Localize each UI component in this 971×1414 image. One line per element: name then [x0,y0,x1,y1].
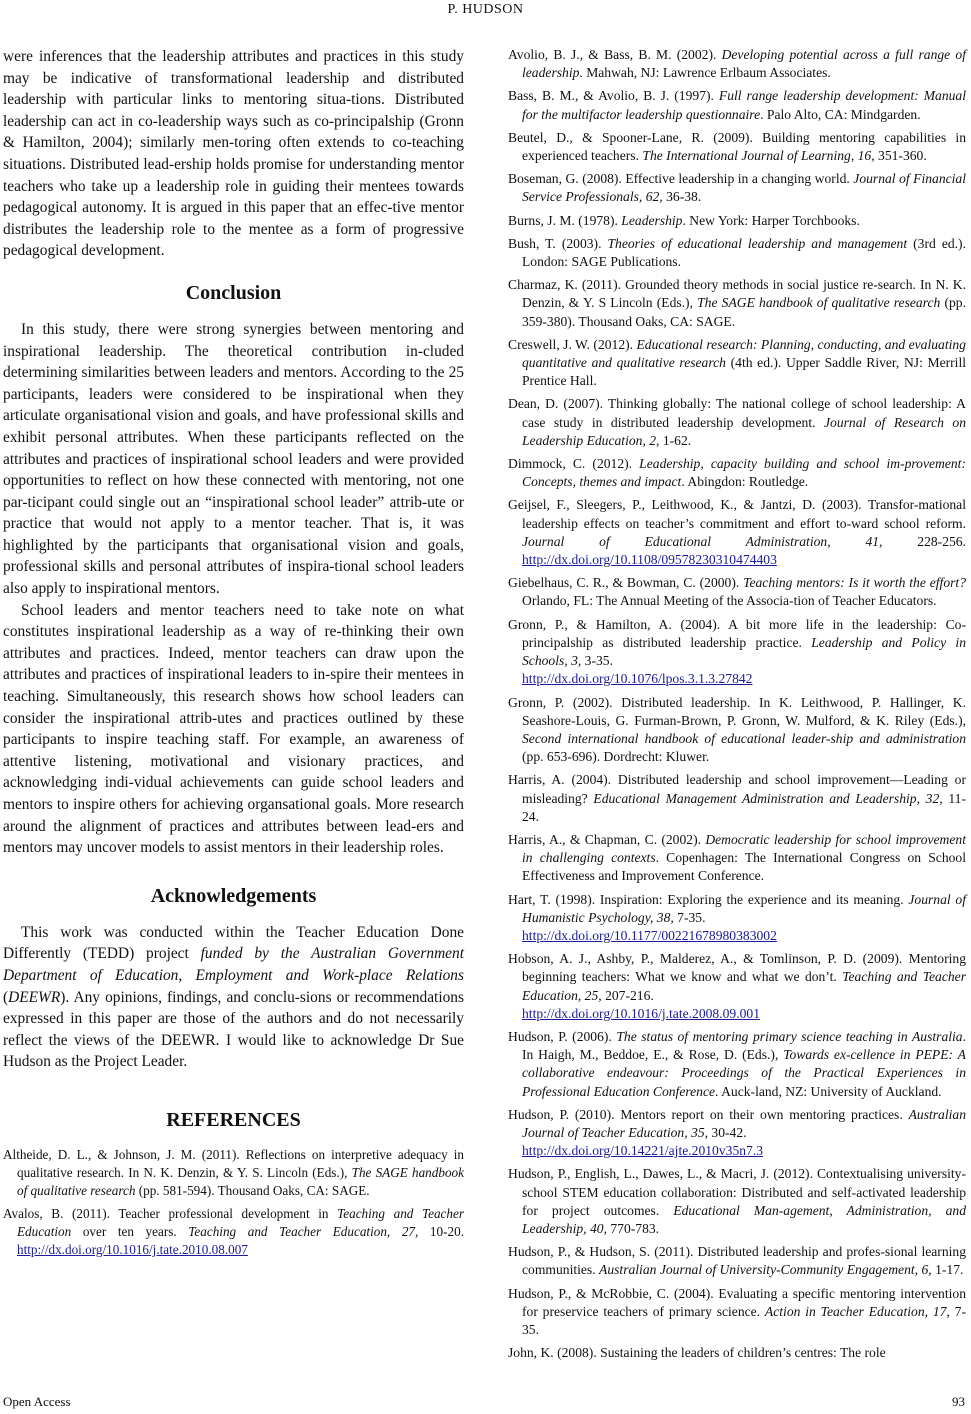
ref-text: Burns, J. M. (1978). [508,212,622,228]
doi-link[interactable]: http://dx.doi.org/10.1016/j.tate.2008.09.001 [522,1005,761,1021]
left-column [3,46,464,1264]
reference-item [508,170,966,206]
reference-item [508,395,966,450]
reference-item [508,87,966,123]
reference-item [508,574,966,610]
ack-text: , [178,966,196,984]
ref-title: Full range leadership development: Manual for the multifactor leadership questionnaire [522,88,966,122]
ref-text: 10-20. [418,1223,464,1239]
footer-open-access: Open Access [3,1394,71,1409]
ack-funder-cont: Employment and Work-place Relations [195,966,464,984]
ref-text: 770-783. [606,1220,660,1236]
ack-text: This work was conducted within the Teacher Education Done Differently (TEDD) project [3,923,464,963]
reference-item [508,831,966,886]
ref-text: Hudson, P., & Hudson, S. (2011). Distributed leadership and profes-sional learning communities. [508,1244,966,1278]
reference-item [508,1285,966,1340]
ref-text: Dean, D. (2007). Thinking globally: The national college of school leadership: A case study in distributed leadership development. [508,396,966,430]
ref-text: (pp. 653-696). Dordrecht: Kluwer. [522,749,710,765]
ref-text: Hudson, P. (2010). Mentors report on their own mentoring practices. [508,1106,909,1122]
reference-item [3,1205,464,1259]
ref-title: Leadership, capacity building and school im-provement: Concepts, themes and impact [522,456,966,490]
ref-text: . Auck-land, NZ: University of Auckland. [715,1083,942,1099]
ref-text: Hudson, P. (2006). [508,1028,617,1044]
ref-title: Leadership [621,212,683,228]
reference-item [508,1165,966,1238]
reference-item [508,1028,966,1101]
ref-text: Hudson, P., English, L., Dawes, L., & Macri, J. (2012). Contextualising university-school STEM education collaboration: Distributed and self-activated leadership for project outcomes. [508,1166,966,1218]
ref-text: (pp. 359-380). Thousand Oaks, CA: SAGE. [522,295,966,329]
ref-text: . Abingdon: Routledge. [681,474,809,490]
ref-journal: Journal of Research on Leadership Education, 2, [522,414,966,448]
ref-text: . Copenhagen: The International Congress on School Effectiveness and Improvement Conference. [522,850,967,884]
ref-text: Dimmock, C. (2012). [508,456,640,472]
ref-journal: Educational Man-agement, Administration, and Leadership, 40, [522,1202,966,1236]
ref-text: 7-35. [522,1303,966,1337]
ack-text: ). Any opinions, findings, and conclu-sions or recommendations expressed in this paper are those of the authors and do not necessarily reflect the views of the DEEWR. I would like to acknowledge Dr Sue Hudson as the Project Leader. [3,988,464,1071]
ref-text: 11-24. [522,790,967,824]
ref-text: (3rd ed.). London: SAGE Publications. [522,235,966,270]
reference-item [508,129,966,165]
reference-item [508,1243,966,1279]
page-number: 93 [952,1394,965,1409]
reference-item [508,46,966,82]
ref-text: 207-216. [601,987,654,1003]
ref-journal: The International Journal of Learning, 16, [642,148,875,164]
ref-text: Avolio, B. J., & Bass, B. M. (2002). [508,47,722,62]
ref-text: Bass, B. M., & Avolio, B. J. (1997). [508,88,719,104]
ref-text: 3-35. [581,653,613,669]
ref-text: 30-42. [708,1124,747,1140]
reference-item [508,276,966,331]
ref-text: John, K. (2008). Sustaining the leaders of children’s centres: The role [508,1345,886,1361]
ref-journal: Action in Teacher Education, 17, [764,1303,950,1319]
right-column [508,46,966,1367]
ref-proceedings: Towards ex-cellence in PEPE: A collaborative endeavour: Proceedings of the Practical Experiences in Professional Education Conference [522,1047,966,1099]
reference-item [508,950,966,1023]
ref-text: Boseman, G. (2008). Effective leadership in a changing world. [508,171,854,187]
reference-item [508,496,966,569]
conclusion-paragraph-1: In this study, there were strong synergies between mentoring and inspirational leadership. The theoretical contribution in-cluded determining similarities between leaders and mentors. According to the 25 participants, leaders were considered to be inspirational when they articulate organisational vision and goals, and have professional skills and exhibit personal attributes. When these participants reflected on the attributes and practices of inspirational school leaders and were provided opportunities to reflect on how these connected with mentoring, not one par-ticipant could single out an “inspirational school leader” attrib-ute or practice that would not apply to a mentor teacher. That is, it was highlighted by the participants that organisational vision and goals, professional skills and personal attributes of inspira-tional school leaders also apply to inspirational mentors. [3,320,464,598]
ref-title: Second international handbook of educational leader-ship and administration [522,730,966,746]
ref-text: Gronn, P., & Hamilton, A. (2004). A bit more life in the leadership: Co-principalship as distributed leadership practice. [508,616,966,650]
ref-text: over ten years. [71,1223,189,1239]
ref-title: The SAGE handbook of qualitative research [17,1164,464,1198]
ack-abbrev: DEEWR [8,988,61,1006]
references-heading: REFERENCES [166,1108,301,1131]
reference-item [508,1344,966,1362]
acknowledgements-paragraph [3,922,464,1073]
ref-text: 36-38. [662,189,702,205]
ack-funder: funded by the Australian Government Department of Education [3,945,464,984]
ref-title: Developing potential across a full range of leadership [522,47,966,81]
ref-text: Beutel, D., & Spooner-Lane, R. (2009). Building mentoring capabilities in experienced teachers. [508,129,966,164]
reference-item [508,694,966,767]
ref-text: Avalos, B. (2011). Teacher professional development in [3,1205,338,1221]
conclusion-paragraph-2: School leaders and mentor teachers need to take note on what constitutes inspirational leadership as a way of re-thinking their own attributes and practices. Indeed, mentor teachers can draw upon the attributes and practices of inspirational leaders to in-spire their mentees in teaching. Simultaneously, this research shows how school leaders can consider the inspirational attrib-utes and practices outlined by these participants to inspire teaching staff. For example, an awareness of attentive listening, motivational and visionary practices, and acknowledging indi-vidual achievements can guide school leaders and mentors to inspire others for achieving organsational goals. More research around the alignment of practices and attributes between lead-ers and mentors may uncover models to assist mentors in their leadership roles. [3,601,464,857]
ref-title: The status of mentoring primary science teaching in Australia [616,1028,963,1044]
ref-text: . Palo Alto, CA: Mindgarden. [760,106,921,122]
ref-journal: Journal of Financial Service Professionals, 62, [522,171,967,205]
ref-text: Altheide, D. L., & Johnson, J. M. (2011). Reflections on interpretive adequacy in qualitative research. In N. K. Denzin, & Y. S. Lincoln (Eds.), [3,1146,464,1180]
ref-text: Gronn, P. (2002). Distributed leadership. In K. Leithwood, P. Hallinger, K. Seashore-Louis, G. Furman-Brown, P. Gronn, W. Mulford, & K. Riley (Eds.), [508,694,966,728]
ref-text: 1-62. [659,432,692,448]
ref-text: Hudson, P., & McRobbie, C. (2004). Evaluating a specific mentoring intervention for preservice teachers of primary science. [508,1285,966,1319]
ref-journal: Australian Journal of University-Community Engagement, 6, [599,1262,932,1278]
reference-item [508,771,966,826]
running-head: P. HUDSON [447,2,524,17]
ref-text: Giebelhaus, C. R., & Bowman, C. (2000). [508,575,744,591]
ref-journal: Teaching and Teacher Education, 25, [522,969,966,1003]
acknowledgements-heading: Acknowledgements [150,884,317,907]
ref-text: Harris, A., & Chapman, C. (2002). [508,831,706,847]
ref-title: Teaching and Teacher Education [17,1205,464,1239]
ref-journal: Educational Management Administration and Leadership, 32, [593,790,943,806]
reference-item [508,1106,966,1161]
ref-text: Hobson, A. J., Ashby, P., Malderez, A., & Tomlinson, P. D. (2009). Mentoring beginning teachers: What we know and what we don’t. [508,951,966,985]
ref-text: 1-17. [931,1262,964,1278]
ref-text: Charmaz, K. (2011). Grounded theory methods in social justice re-search. In N. K. Denzin, & Y. S Lincoln (Eds.), [508,277,966,311]
reference-item [508,336,966,391]
doi-link[interactable]: http://dx.doi.org/10.1016/j.tate.2010.08.007 [17,1241,248,1257]
ref-journal: Leadership and Policy in Schools, 3, [522,634,966,669]
ref-journal: Teaching and Teacher Education, 27, [188,1223,419,1239]
ref-text: . Mahwah, NJ: Lawrence Erlbaum Associates. [579,65,831,81]
ref-text: 7-35. [673,909,706,925]
ref-text: . In Haigh, M., Beddoe, E., & Rose, D. (Eds.), [522,1028,966,1063]
reference-item [3,1146,464,1200]
ack-text: ( [3,988,9,1006]
ref-journal: Australian Journal of Teacher Education, 35, [522,1106,966,1140]
ref-text: 228-256. [882,533,966,549]
ref-text: Hart, T. (1998). Inspiration: Exploring the experience and its meaning. [508,891,909,907]
reference-item [508,616,966,689]
ref-text: Bush, T. (2003). [508,235,608,251]
ref-title: Educational research: Planning, conducting, and evaluating quantitative and qualitative research [522,336,966,371]
ref-journal: Journal of Humanistic Psychology, 38, [522,891,967,925]
ref-text: . New York: Harper Torchbooks. [682,212,860,228]
ref-journal: Journal of Educational Administration, 41, [522,533,883,549]
doi-link[interactable]: http://dx.doi.org/10.1177/00221678980383002 [522,927,777,943]
ref-title: Teaching mentors: Is it worth the effort? [743,575,966,591]
reference-item [508,212,966,230]
intro-paragraph: were inferences that the leadership attributes and practices in this study may be indicative of transformational leadership and distributed leadership with particular links to mentoring situa-tions. Distributed leadership can act in co-leadership ways such as co-principalship (Gronn & Hamilton, 2004); similarly men-toring often extends to co-teaching situations. Distributed lead-ership holds promise for understanding mentor teachers who take up a leadership role in guiding their mentees towards pedagogical autonomy. It is argued in this paper that an effec-tive mentor distributes the leadership role to the mentee as a form of progressive pedagogical development. [3,48,464,260]
ref-text: Geijsel, F., Sleegers, P., Leithwood, K., & Jantzi, D. (2003). Transfor-mational leadership effects on teacher’s commitment and effort to-ward school reform. [508,497,966,531]
ref-text: Orlando, FL: The Annual Meeting of the Associa-tion of Teacher Educators. [522,593,937,609]
ref-title: Democratic leadership for school improvement in challenging contexts [522,831,966,866]
reference-item [508,455,966,491]
ref-text: (pp. 581-594). Thousand Oaks, CA: SAGE. [135,1182,370,1198]
conclusion-heading: Conclusion [185,281,282,304]
ref-text: 351-360. [874,148,927,164]
ref-title: Theories of educational leadership and management [607,235,908,251]
doi-link[interactable]: http://dx.doi.org/10.1076/lpos.3.1.3.27842 [522,671,753,687]
ref-text: Harris, A. (2004). Distributed leadership and school improvement—Leading or misleading? [508,772,966,806]
doi-link[interactable]: http://dx.doi.org/10.14221/ajte.2010v35n7.3 [522,1143,764,1159]
reference-item [508,891,966,946]
ref-text: (4th ed.). Upper Saddle River, NJ: Merrill Prentice Hall. [522,355,966,389]
ref-title: The SAGE handbook of qualitative research [697,295,941,311]
reference-item [508,235,966,271]
ref-text: Creswell, J. W. (2012). [508,336,637,352]
doi-link[interactable]: http://dx.doi.org/10.1108/09578230310474403 [522,552,777,568]
